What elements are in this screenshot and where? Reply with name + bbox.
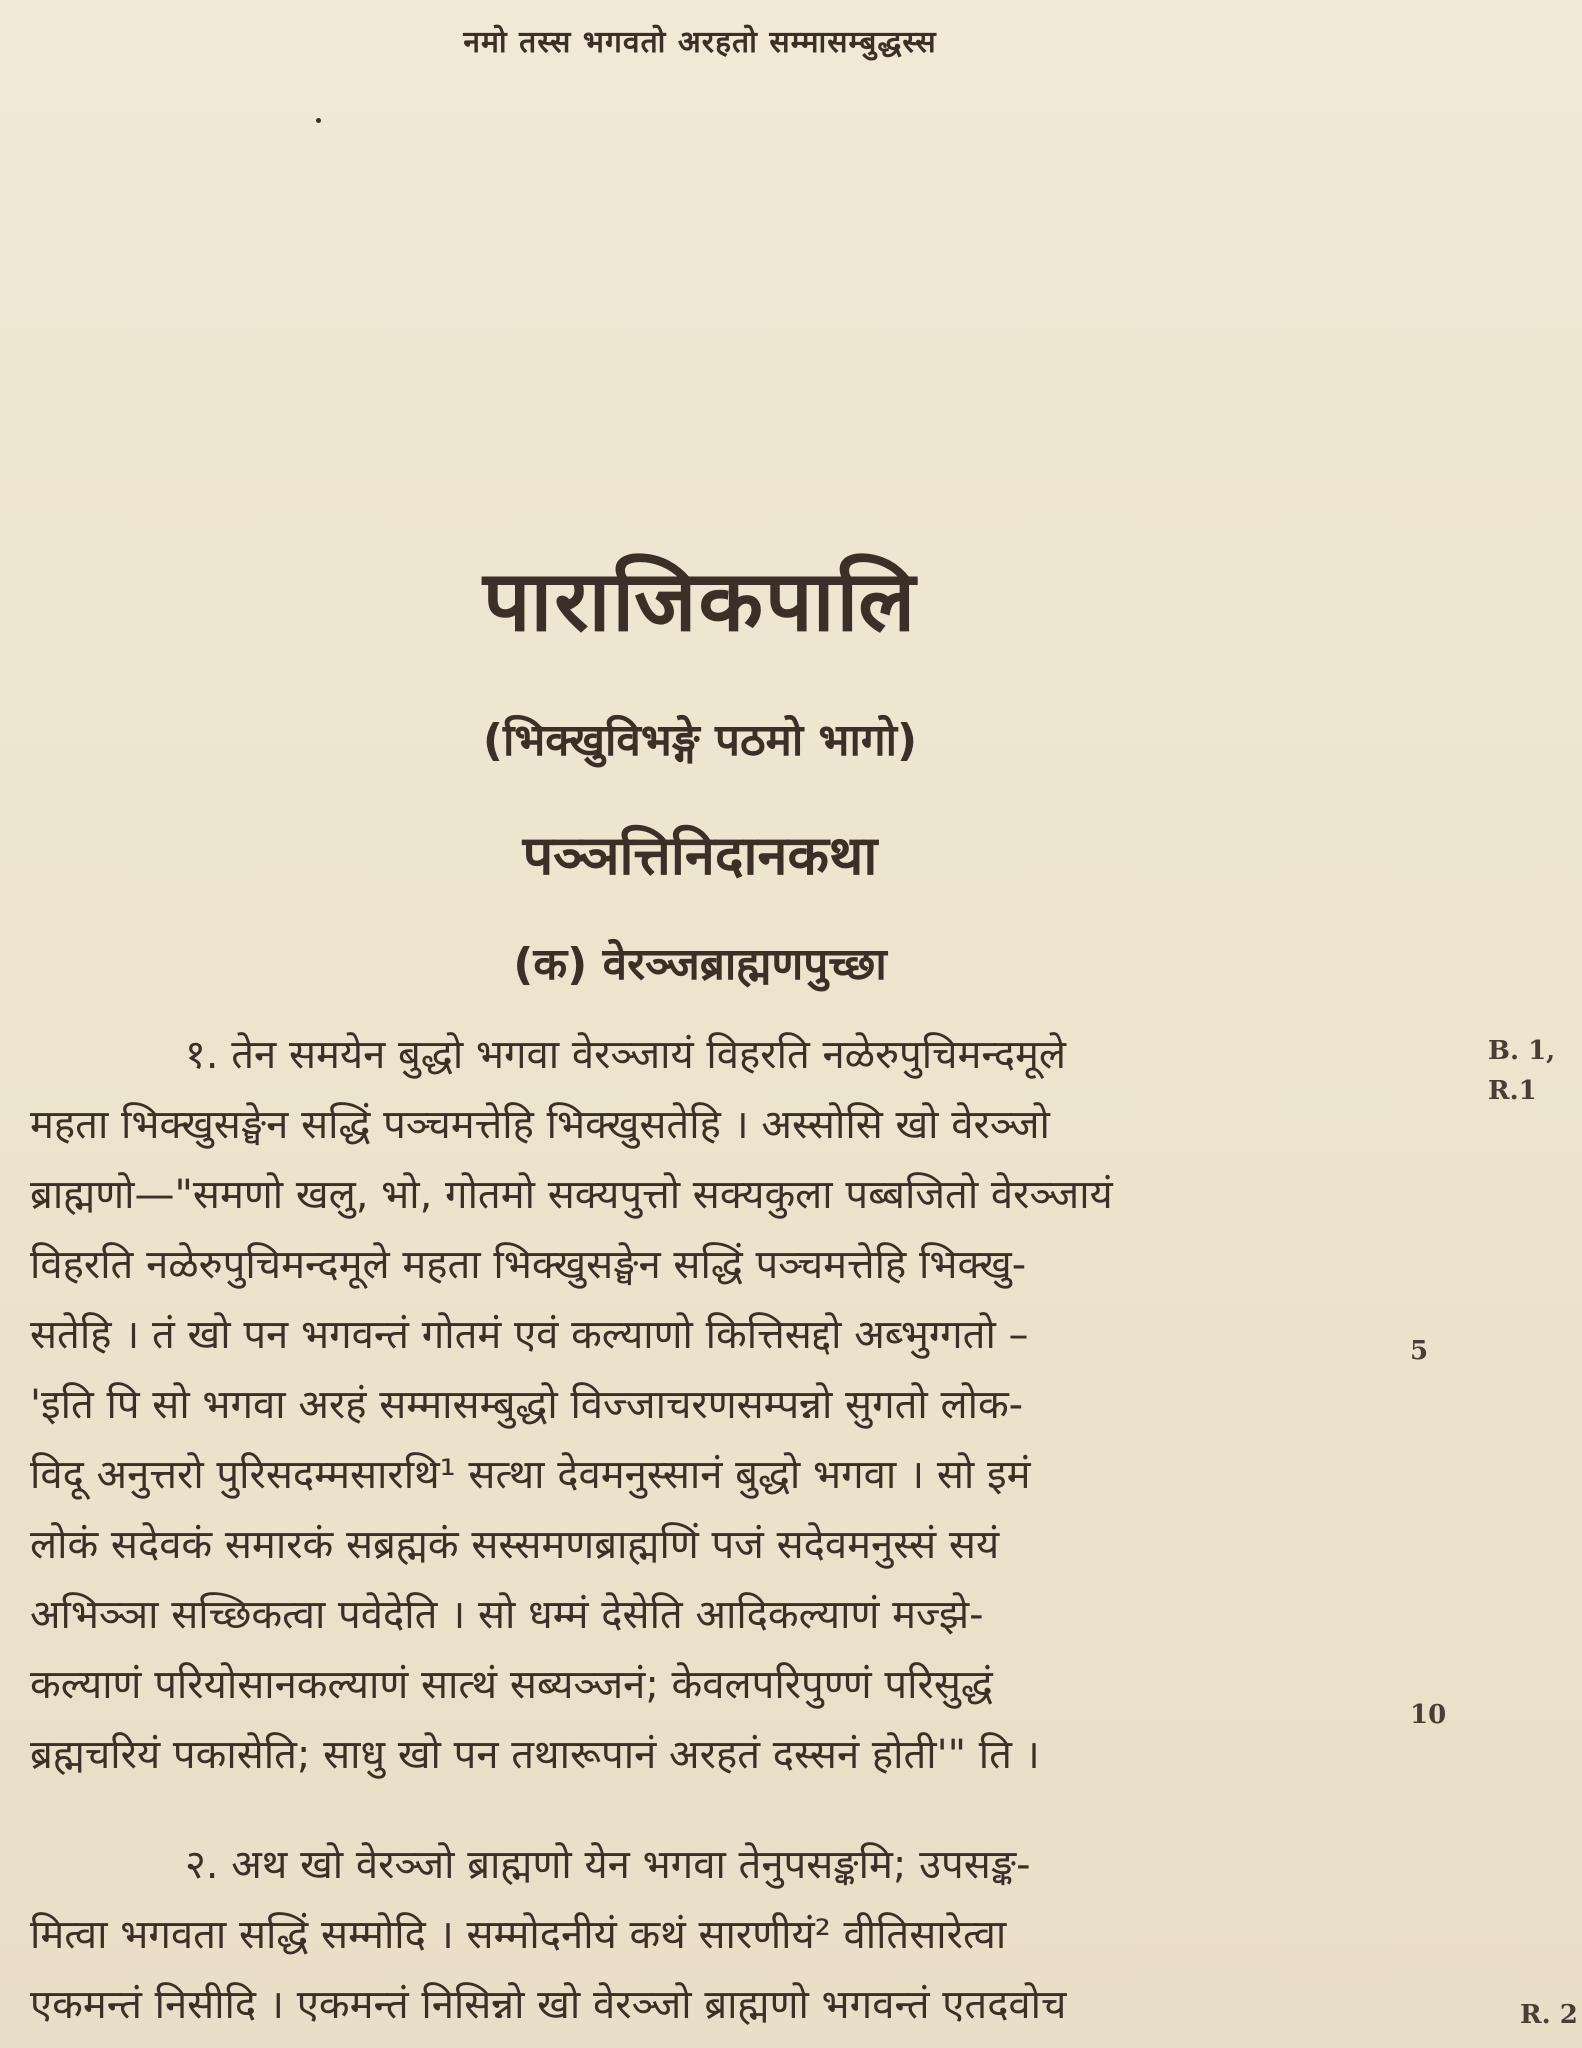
margin-note-b1: B. 1,: [1488, 1036, 1556, 1066]
text-line: एकमन्तं निसीदि । एकमन्तं निसिन्नो खो वेरञ्जो ब्राह्मणो भगवन्तं एतदवोच: [30, 1982, 1067, 2028]
paragraph-2: [30, 1830, 1370, 2040]
text-line: १. तेन समयेन बुद्धो भगवा वेरञ्जायं विहरति नळेरुपुचिमन्दमूले: [185, 1032, 1067, 1078]
line-number-10: 10: [1410, 1700, 1447, 1730]
chapter-heading: पञ्ञत्तिनिदानकथा: [522, 824, 878, 887]
text-line: सतेहि । तं खो पन भगवन्तं गोतमं एवं कल्याणो कित्तिसद्दो अब्भुग्गतो –: [30, 1312, 1029, 1358]
text-line: विदू अनुत्तरो पुरिसदम्मसारथि¹ सत्था देवमनुस्सानं बुद्धो भगवा । सो इमं: [30, 1452, 1031, 1498]
text-line: लोकं सदेवकं समारकं सब्रह्मकं सस्समणब्राह्मणिं पजं सदेवमनुस्सं सयं: [30, 1522, 1000, 1568]
page-title: पाराजिकपालि: [482, 552, 918, 650]
margin-note-r1: R.1: [1488, 1076, 1537, 1106]
invocation-header: नमो तस्स भगवतो अरहतो सम्मासम्बुद्धस्स: [463, 25, 937, 60]
margin-note-r2: R. 2: [1520, 2000, 1578, 2030]
section-heading: (क) वेरञ्जब्राह्मणपुच्छा: [513, 939, 887, 990]
text-line: २. अथ खो वेरञ्जो ब्राह्मणो येन भगवा तेनुपसङ्कमि; उपसङ्क-: [185, 1842, 1031, 1888]
text-line: मित्वा भगवता सद्धिं सम्मोदि । सम्मोदनीयं कथं सारणीयं² वीतिसारेत्वा: [30, 1912, 1007, 1958]
line-number-5: 5: [1410, 1336, 1429, 1366]
text-line: ब्राह्मणो—"समणो खलु, भो, गोतमो सक्यपुत्तो सक्यकुला पब्बजितो वेरञ्जायं: [30, 1172, 1113, 1218]
paragraph-1: [30, 1020, 1370, 1790]
text-line: अभिञ्ञा सच्छिकत्वा पवेदेति । सो धम्मं देसेति आदिकल्याणं मज्झे-: [30, 1592, 984, 1638]
text-line: महता भिक्खुसङ्घेन सद्धिं पञ्चमत्तेहि भिक्खुसतेहि । अस्सोसि खो वेरञ्जो: [30, 1102, 1050, 1148]
page-subtitle: (भिक्खुविभङ्गे पठमो भागो): [482, 715, 918, 766]
text-line: 'इति पि सो भगवा अरहं सम्मासम्बुद्धो विज्जाचरणसम्पन्नो सुगतो लोक-: [30, 1382, 1024, 1428]
ink-speck: [316, 118, 321, 123]
text-line: कल्याणं परियोसानकल्याणं सात्थं सब्यञ्जनं; केवलपरिपुण्णं परिसुद्धं: [30, 1662, 993, 1708]
text-line: विहरति नळेरुपुचिमन्दमूले महता भिक्खुसङ्घेन सद्धिं पञ्चमत्तेहि भिक्खु-: [30, 1242, 1027, 1288]
text-line: ब्रह्मचरियं पकासेति; साधु खो पन तथारूपानं अरहतं दस्सनं होती'" ति ।: [30, 1732, 1040, 1778]
